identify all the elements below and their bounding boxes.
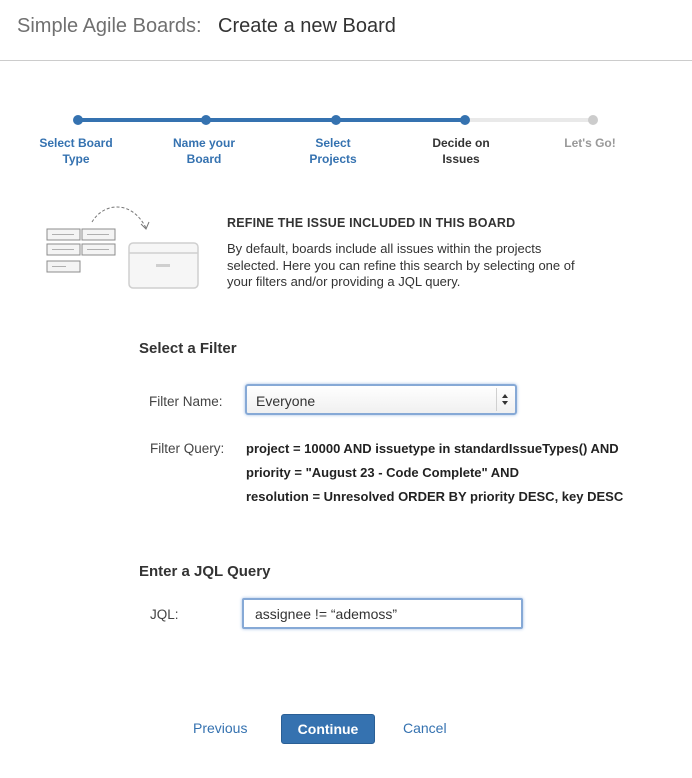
step-label-decide-issues: Decide on Issues — [432, 136, 490, 166]
jql-label: JQL: — [150, 607, 179, 622]
filter-name-select[interactable] — [245, 384, 517, 415]
select-arrows-icon — [496, 388, 513, 411]
filter-issues-illustration — [44, 200, 204, 295]
step-label-lets-go: Let's Go! — [564, 136, 616, 150]
page-header — [0, 0, 692, 61]
step-label-select-projects[interactable]: Select Projects — [309, 136, 357, 166]
step-dot-name-board[interactable] — [201, 115, 211, 125]
step-dot-decide-issues — [460, 115, 470, 125]
filter-name-value: Everyone — [256, 393, 316, 409]
filter-query-line: resolution = Unresolved ORDER BY priority DESC, key DESC — [246, 489, 624, 504]
filter-name-label: Filter Name: — [149, 394, 223, 409]
filter-query-label: Filter Query: — [150, 441, 225, 456]
arrow-icon — [92, 207, 146, 228]
step-dot-lets-go — [588, 115, 598, 125]
progress-track-remaining — [465, 118, 593, 122]
continue-button[interactable]: Continue — [281, 714, 375, 744]
filter-query-line: project = 10000 AND issuetype in standardIssueTypes() AND — [246, 441, 619, 456]
progress-track-complete — [78, 118, 465, 122]
step-label-select-board-type[interactable]: Select Board Type — [39, 136, 113, 166]
select-filter-heading: Select a Filter — [139, 340, 237, 357]
step-dot-select-projects[interactable] — [331, 115, 341, 125]
page-title: Create a new Board — [218, 15, 396, 37]
jql-input-wrapper[interactable] — [242, 598, 523, 629]
cancel-button[interactable]: Cancel — [403, 720, 447, 736]
step-label-name-board[interactable]: Name your Board — [172, 136, 236, 166]
info-heading: REFINE THE ISSUE INCLUDED IN THIS BOARD — [227, 216, 516, 230]
step-dot-select-board-type[interactable] — [73, 115, 83, 125]
filter-query-line: priority = "August 23 - Code Complete" AND — [246, 465, 519, 480]
jql-input[interactable] — [244, 600, 521, 627]
app-name: Simple Agile Boards: — [17, 15, 202, 37]
info-description: By default, boards include all issues within the projects selected. Here you can refine this search by selecting one of your filters and/or providing a JQL query. — [227, 241, 575, 289]
previous-button[interactable]: Previous — [193, 720, 248, 736]
jql-heading: Enter a JQL Query — [139, 563, 271, 580]
